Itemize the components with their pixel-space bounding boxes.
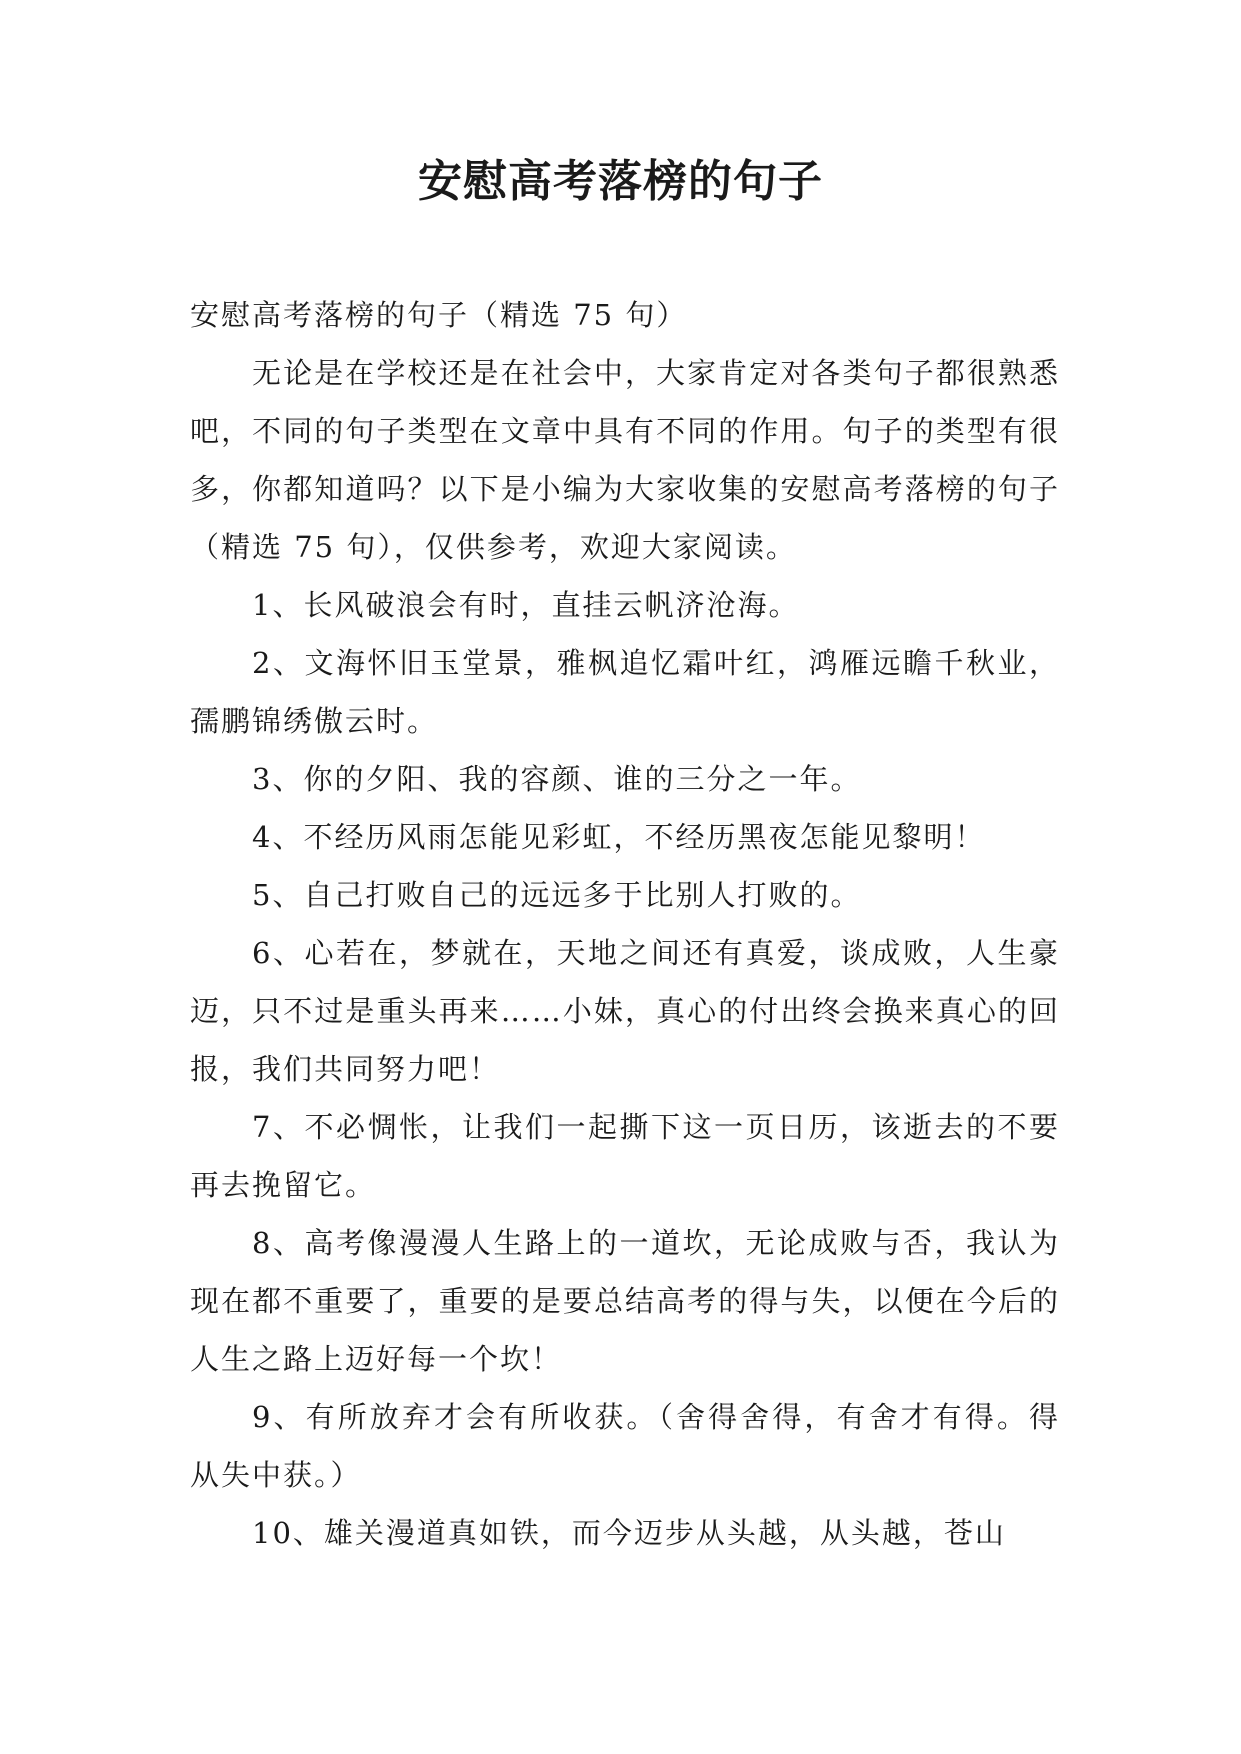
intro-paragraph: 无论是在学校还是在社会中，大家肯定对各类句子都很熟悉吧，不同的句子类型在文章中具有不同的作用。句子的类型有很多，你都知道吗？以下是小编为大家收集的安慰高考落榜的句子（精选 75 句），仅供参考，欢迎大家阅读。 bbox=[190, 356, 1060, 564]
document-subtitle: 安慰高考落榜的句子（精选 75 句） bbox=[190, 298, 688, 332]
sentence-item: 3、你的夕阳、我的容颜、谁的三分之一年。 bbox=[252, 762, 862, 796]
document-body bbox=[190, 286, 1060, 1562]
sentence-item: 6、心若在，梦就在，天地之间还有真爱，谈成败，人生豪迈，只不过是重头再来……小妹，真心的付出终会换来真心的回报，我们共同努力吧！ bbox=[190, 936, 1060, 1086]
sentence-item: 1、长风破浪会有时，直挂云帆济沧海。 bbox=[252, 588, 800, 622]
sentence-item: 5、自己打败自己的远远多于比别人打败的。 bbox=[252, 878, 862, 912]
page-title: 安慰高考落榜的句子 bbox=[418, 156, 823, 207]
sentence-item: 7、不必惆怅，让我们一起撕下这一页日历，该逝去的不要再去挽留它。 bbox=[190, 1110, 1060, 1202]
sentence-item: 8、高考像漫漫人生路上的一道坎，无论成败与否，我认为现在都不重要了，重要的是要总结高考的得与失，以便在今后的人生之路上迈好每一个坎！ bbox=[190, 1226, 1060, 1376]
sentence-item: 4、不经历风雨怎能见彩虹，不经历黑夜怎能见黎明！ bbox=[252, 820, 986, 854]
sentence-item: 9、有所放弃才会有所收获。（舍得舍得，有舍才有得。得从失中获。） bbox=[190, 1400, 1060, 1492]
sentence-item: 10、雄关漫道真如铁，而今迈步从头越，从头越，苍山 bbox=[252, 1516, 1006, 1550]
sentence-item: 2、文海怀旧玉堂景，雅枫追忆霜叶红，鸿雁远瞻千秋业，孺鹏锦绣傲云时。 bbox=[190, 646, 1060, 738]
